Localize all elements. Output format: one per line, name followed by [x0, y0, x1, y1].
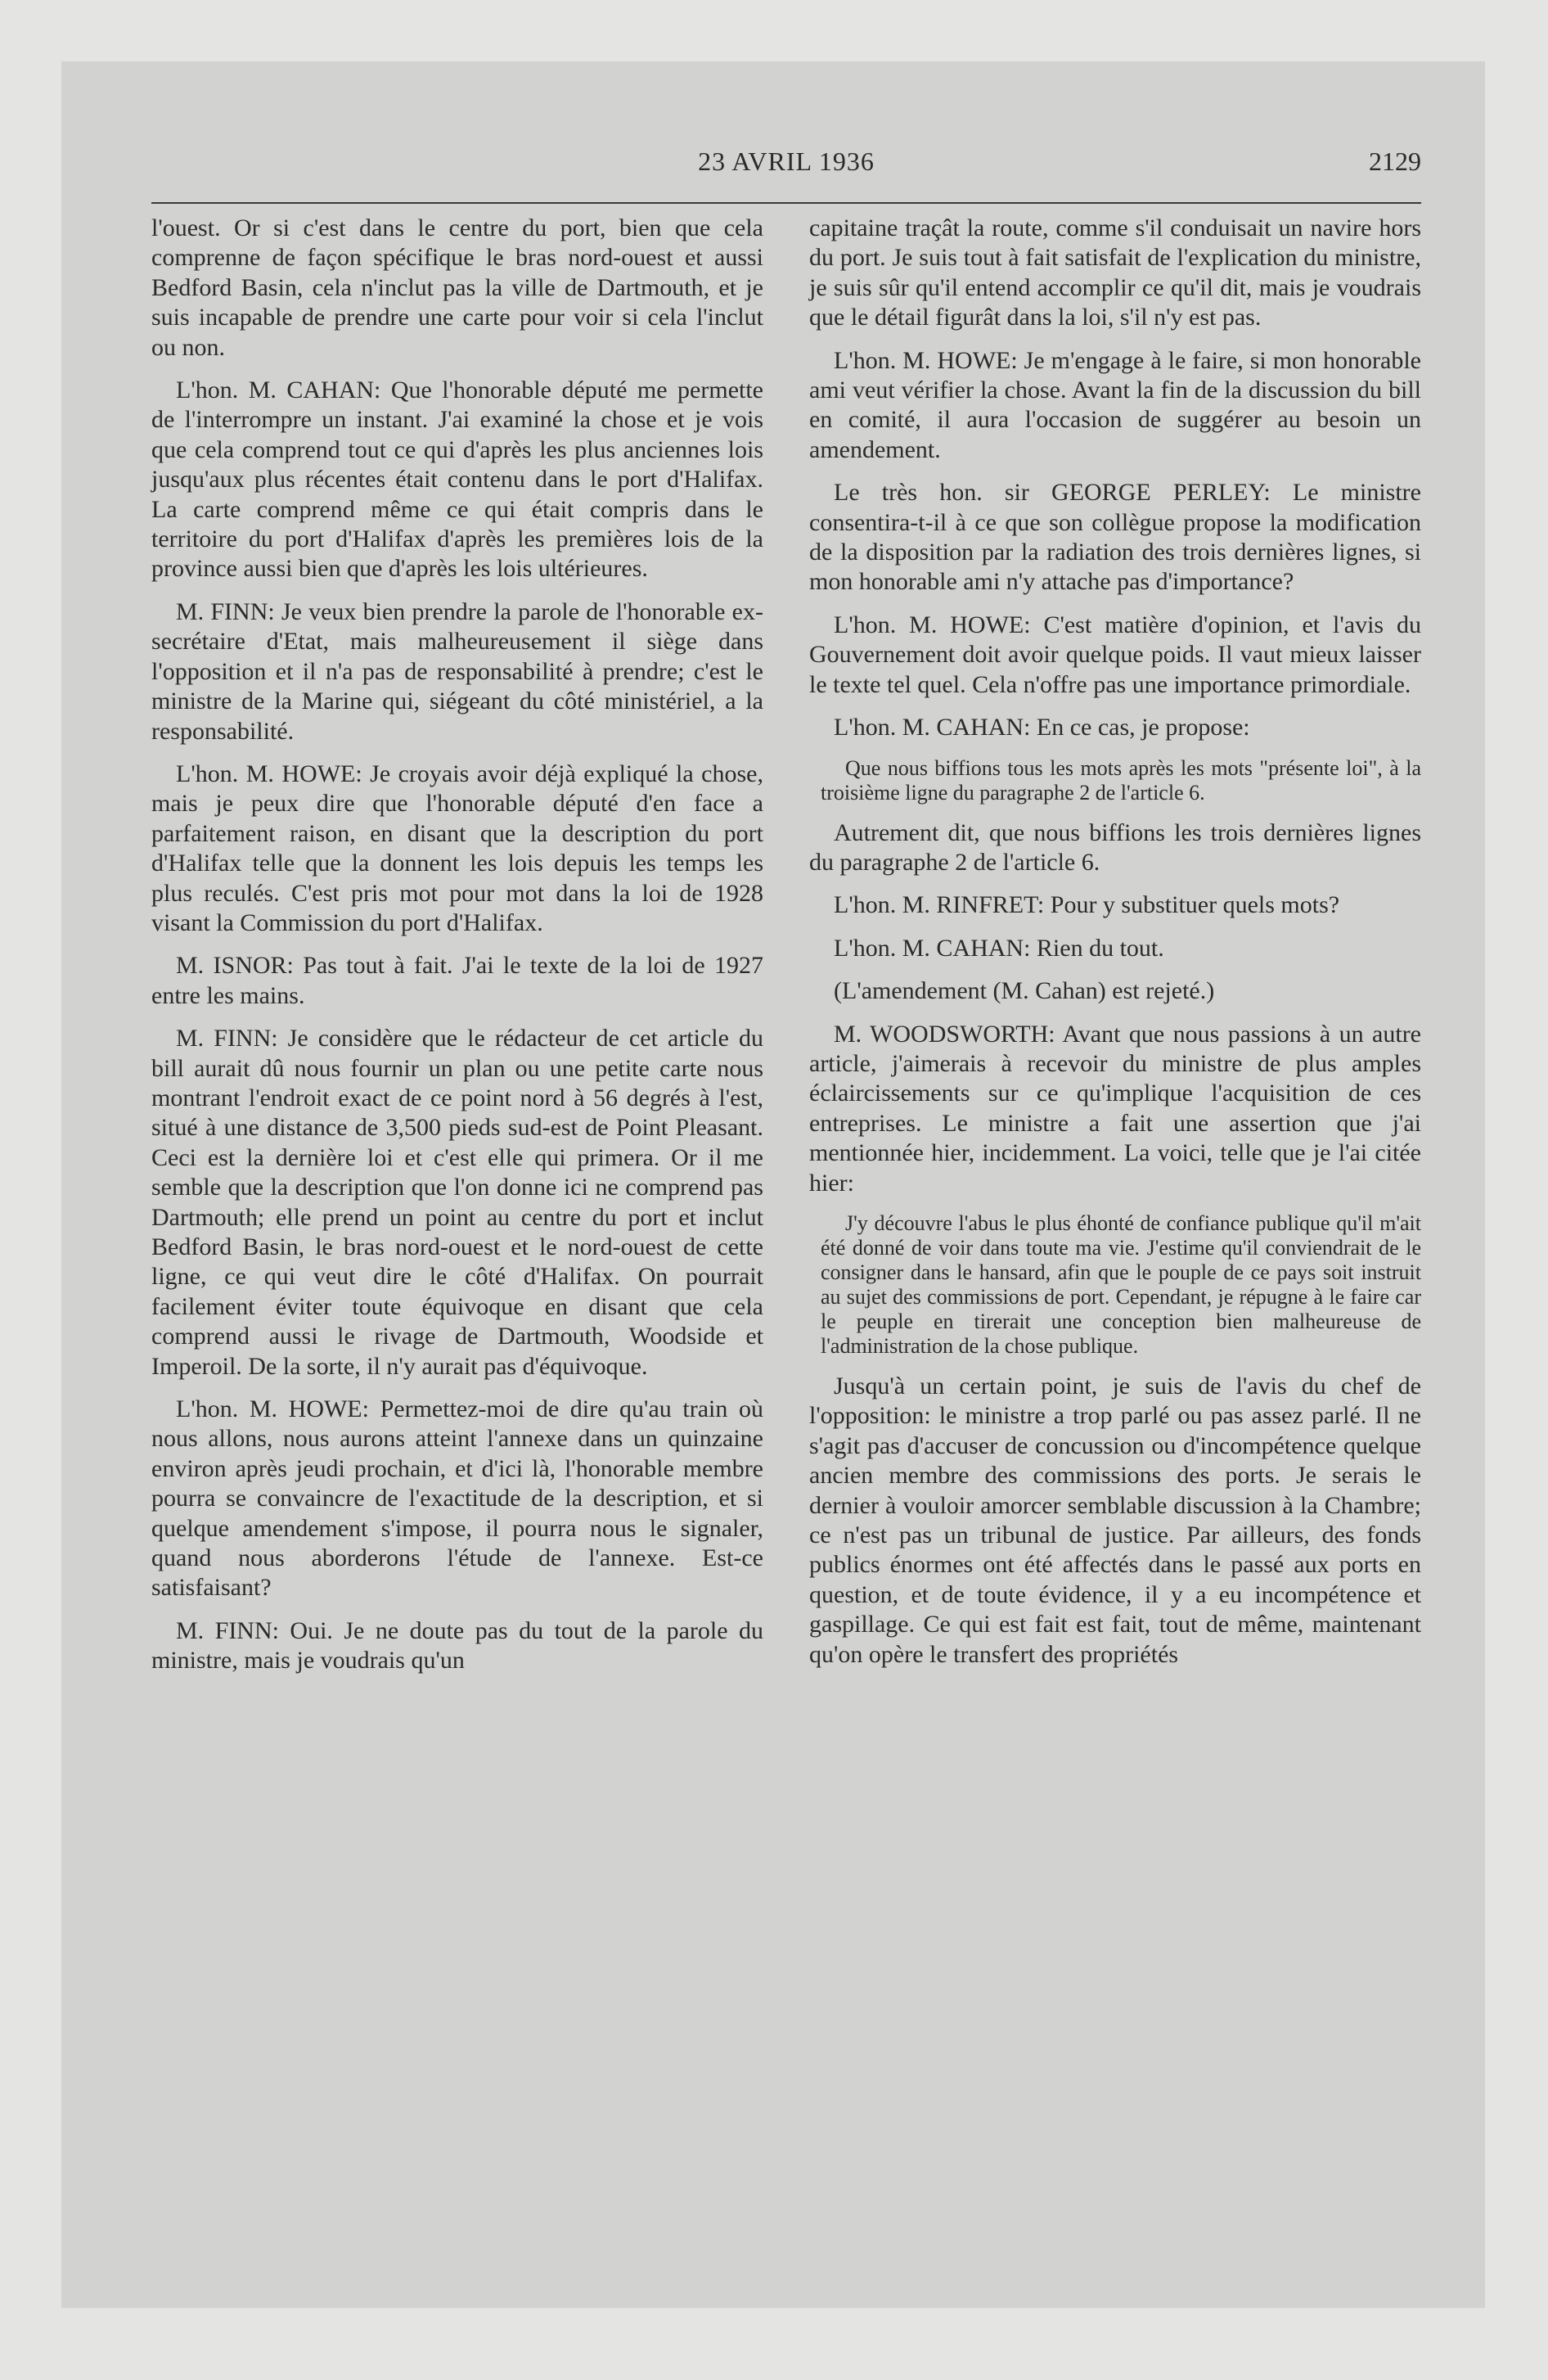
right-column — [809, 214, 1421, 1683]
left-column — [151, 214, 763, 1689]
header-date: 23 AVRIL 1936 — [698, 146, 875, 176]
paragraph: L'hon. M. HOWE: Permettez-moi de dire qu'au train où nous allons, nous aurons atteint l'annexe dans un quinzaine environ après jeudi prochain, et d'ici là, l'honorable membre pourra se convaincre de l'exactitude de la description, et si quelque amendement s'impose, il pourra nous le signaler, quand nous aborderons l'étude de l'annexe. Est-ce satisfaisant? — [151, 1395, 763, 1602]
paragraph: Jusqu'à un certain point, je suis de l'avis du chef de l'opposition: le ministre a trop parlé ou pas assez parlé. Il ne s'agit pas d'accuser de concussion ou d'incompétence quelque ancien membre des commissions des ports. Je serais le dernier à vouloir amorcer semblable discussion à la Chambre; ce n'est pas un tribunal de justice. Par ailleurs, des fonds publics énormes ont été affectés dans le passé aux ports en question, et de toute évidence, il y a eu incompétence et gaspillage. Ce qui est fait est fait, tout de même, maintenant qu'on opère le transfert des propriétés — [809, 1372, 1421, 1668]
paragraph: M. WOODSWORTH: Avant que nous passions à un autre article, j'aimerais à recevoir du ministre de plus amples éclaircissements sur ce qu'implique l'acquisition de ces entreprises. Le ministre a fait une assertion que j'ai mentionnée hier, incidemment. La voici, telle que je l'ai citée hier: — [809, 1020, 1421, 1197]
quoted-passage: J'y découvre l'abus le plus éhonté de confiance publique qu'il m'ait été donné de voir dans toute ma vie. J'estime qu'il conviendrait de le consigner dans le hansard, afin que le pouple de ce pays soit instruit au sujet des commissions de port. Cependant, je répugne à le faire car le peuple en tirerait une conception bien malheureuse de l'administration de la chose publique. — [821, 1210, 1421, 1358]
paragraph: L'hon. M. HOWE: C'est matière d'opinion, et l'avis du Gouvernement doit avoir quelque poids. Il vaut mieux laisser le texte tel quel. Cela n'offre pas une importance primordiale. — [809, 611, 1421, 698]
paragraph: M. FINN: Je veux bien prendre la parole de l'honorable ex-secrétaire d'Etat, mais malheureusement il siège dans l'opposition et il n'a pas de responsabilité à prendre; c'est le ministre de la Marine qui, siégeant du côté ministériel, a la responsabilité. — [151, 597, 763, 745]
header-rule — [151, 202, 1421, 204]
paragraph: L'hon. M. HOWE: Je m'engage à le faire, si mon honorable ami veut vérifier la chose. Avant la fin de la discussion du bill en comité, il aura l'occasion de suggérer au besoin un amendement. — [809, 346, 1421, 463]
scanned-page — [61, 61, 1485, 2308]
quoted-motion: Que nous biffions tous les mots après les mots "présente loi", à la troisième ligne du paragraphe 2 de l'article 6. — [821, 755, 1421, 805]
paragraph: capitaine traçât la route, comme s'il conduisait un navire hors du port. Je suis tout à fait satisfait de l'explication du ministre, je suis sûr qu'il entend accomplir ce qu'il dit, mais je voudrais que le détail figurât dans la loi, s'il n'y est pas. — [809, 214, 1421, 331]
paragraph: l'ouest. Or si c'est dans le centre du port, bien que cela comprenne de façon spécifique le bras nord-ouest et aussi Bedford Basin, cela n'inclut pas la ville de Dartmouth, et je suis incapable de prendre une carte pour voir si cela l'inclut ou non. — [151, 214, 763, 361]
paragraph: (L'amendement (M. Cahan) est rejeté.) — [834, 977, 1215, 1005]
page-header — [151, 146, 1421, 189]
paragraph: L'hon. M. CAHAN: Que l'honorable député me permette de l'interrompre un instant. J'ai examiné la chose et je vois que cela comprend tout ce qui d'après les plus anciennes lois jusqu'aux plus récentes était contenu dans le port d'Halifax. La carte comprend même ce qui était compris dans le territoire du port d'Halifax d'après les premières lois de la province aussi bien que d'après les lois ultérieures. — [151, 376, 763, 583]
paragraph: M. FINN: Oui. Je ne doute pas du tout de la parole du ministre, mais je voudrais qu'un — [151, 1616, 763, 1675]
paragraph: M. ISNOR: Pas tout à fait. J'ai le texte de la loi de 1927 entre les mains. — [151, 952, 763, 1009]
paragraph: Autrement dit, que nous biffions les trois dernières lignes du paragraphe 2 de l'article 6. — [809, 818, 1421, 876]
paragraph: M. FINN: Je considère que le rédacteur de cet article du bill aurait dû nous fournir un plan ou une petite carte nous montrant l'endroit exact de ce point nord à 56 degrés à l'est, situé à une distance de 3,500 pieds sud-est de Point Pleasant. Ceci est la dernière loi et c'est elle qui primera. Or il me semble que la description que l'on donne ici ne comprend pas Dartmouth; elle prend un point au centre du port et inclut Bedford Basin, le bras nord-ouest et le nord-ouest de cette ligne, ce qui veut dire le côté d'Halifax. On pourrait facilement éviter toute équivoque en disant que cela comprend aussi le rivage de Dartmouth, Woodside et Imperoil. De la sorte, il n'y aurait pas d'équivoque. — [151, 1025, 763, 1380]
paragraph: L'hon. M. CAHAN: En ce cas, je propose: — [834, 714, 1250, 741]
paragraph: L'hon. M. CAHAN: Rien du tout. — [834, 934, 1164, 962]
page-number: 2129 — [1369, 146, 1421, 176]
paragraph: L'hon. M. HOWE: Je croyais avoir déjà expliqué la chose, mais je peux dire que l'honorable député d'en face a parfaitement raison, en disant que la description du port d'Halifax telle que la donnent les lois depuis les temps les plus reculés. C'est pris mot pour mot dans la loi de 1928 visant la Commission du port d'Halifax. — [151, 760, 763, 936]
paragraph: Le très hon. sir GEORGE PERLEY: Le ministre consentira-t-il à ce que son collègue propose la modification de la disposition par la radiation des trois dernières lignes, si mon honorable ami n'y attache pas d'importance? — [809, 479, 1421, 596]
paragraph: L'hon. M. RINFRET: Pour y substituer quels mots? — [834, 891, 1340, 919]
